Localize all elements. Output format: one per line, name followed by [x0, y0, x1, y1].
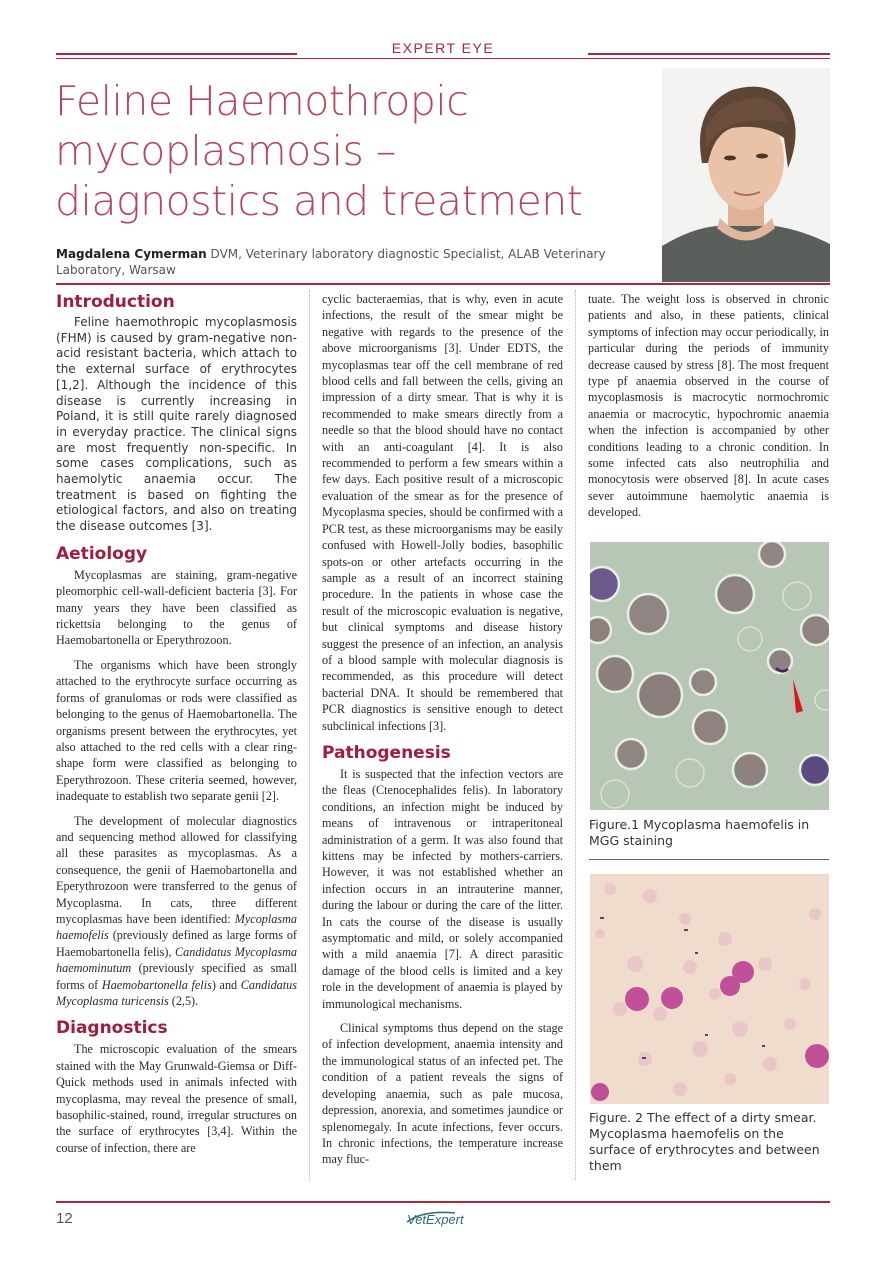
title-line-3: diagnostics and treatment [55, 177, 583, 225]
title-line-2: mycoplasmosis – [55, 127, 396, 175]
footer-rule [56, 1201, 830, 1203]
figure-1-caption: Figure.1 Mycoplasma haemofelis in MGG staining [589, 817, 810, 848]
species-name: Mycoplasma haemofelis [56, 911, 297, 943]
column-divider [309, 290, 310, 1180]
content-top-rule [56, 283, 830, 285]
text-span: (previously specified as small forms of [56, 961, 297, 992]
column-3 [588, 291, 829, 529]
column-1 [56, 291, 297, 1164]
text-span: The development of molecular diagnostics and sequencing method allowed for classifying all these parasites as mycoplasmas. As a consequence, the genii of Haemobartonella and Eperythrozoon were transferred to the genus of Mycoplasma. In cats, three different mycoplasmas have been identified: [56, 813, 297, 926]
introduction-paragraph: Feline haemothropic mycoplasmosis (FHM) is caused by gram-negative non-acid resistant bacteria, which attach to the external surface of erythrocytes [1,2]. Although the incidence of this disease is currently increasing in Poland, it is still quite rarely diagnosed in everyday practice. The clinical signs are most frequently non-specific. In some cases complications, such as haemolytic anaemia occur. The treatment is based on fighting the etiological factors, and also on treating the disease outcomes [3]. [56, 315, 297, 534]
heading-introduction: Introduction [56, 292, 175, 312]
author-name: Magdalena Cymerman [56, 247, 207, 261]
aetiology-paragraph-2: The organisms which have been strongly attached to the erythrocyte surface occurring as forms of granulomas or rods were classified as belonging to the genus of Haemobartonella. The organisms present between the erythrocytes, yet also attached to the red cells with a clear ring-shape form were classified as belonging to Eperythrozoon. These criteria seemed, however, inadequate to establish two separate genii [2]. [56, 657, 297, 804]
pathogenesis-paragraph-2: Clinical symptoms thus depend on the stage of infection development, anaemia intensity and the immunological status of an infected pet. The condition of a patient reveals the signs of developing anaemia, such as pale mucosa, depression, anorexia, and sometimes jaundice or splenomegaly. In acute infections, fever occurs. In chronic infections, the temperature increase may fluc- [322, 1021, 563, 1167]
pathogenesis-paragraph-1: It is suspected that the infection vectors are the fleas (Ctenocephalides felis). In laboratory conditions, an infection might be induced by means of intravenous or intraperitoneal administration of a germ. It was also found that kittens may be infected by mothers-carriers. However, it was not established whether an infection occurs in an intrauterine manner, during the labour or during the care of the litter. In cats the course of the disease is usually asymptomatic and mild, or solely accompanied with a mild anaemia [7]. A direct parasitic damage of the blood cells is limited and a key role in the development of anaemia is played by immunological mechanisms. [322, 766, 563, 1011]
text-span: ) and [211, 977, 241, 992]
figure-1-image [590, 542, 829, 810]
figure-2-caption: Figure. 2 The effect of a dirty smear. Mycoplasma haemofelis on the surface of erythrocytes and between them [589, 1110, 820, 1173]
aetiology-paragraph-1: Mycoplasmas are staining, gram-negative pleomorphic cell-wall-deficient bacteria [3]. For many years they have been classified as rickettsia belonging to the genus of Haemobartonella or Eperythrozoon. [56, 567, 297, 648]
pathogenesis-paragraph-continued: tuate. The weight loss is observed in chronic patients and also, in these patients, clinical symptoms of infection may occur periodically, in particular during the periods of immunity decrease caused by stress [8]. The most frequent type pf anaemia observed in the course of mycoplasmosis is macrocytic normochromic anaemia or macrocytic, hypochromic anaemia when the infection is accompanied by other conditions leading to a chronic condition. In some infected cats also neutrophilia and monocytosis were observed [8]. In acute cases sever autoimmune haemolytic anaemia is developed. [588, 292, 829, 520]
section-label: EXPERT EYE [391, 40, 495, 56]
column-divider [575, 290, 576, 1180]
blood-smear-mgg-micrograph [590, 542, 829, 810]
dirty-smear-micrograph [590, 874, 829, 1104]
species-name: Candidatus Mycoplasma turicensis [56, 977, 297, 1008]
vetexpert-logo [403, 1208, 483, 1232]
author-affiliation: DVM, Veterinary laboratory diagnostic Specialist, ALAB Veterinary Laboratory, Warsaw [56, 247, 606, 277]
heading-pathogenesis: Pathogenesis [322, 742, 451, 763]
page-number: 12 [56, 1210, 73, 1227]
diagnostics-paragraph-1: The microscopic evaluation of the smears stained with the May Grunwald-Giemsa or Diff-Quick methods used in animals infected with mycoplasma, may reveal the presence of small, basophilic-stained, round, irregular structures on the surface of erythrocytes [3,4]. Within the course of infection, there are [56, 1042, 297, 1155]
figure-2-image [590, 874, 829, 1104]
section-header [56, 40, 830, 62]
heading-diagnostics: Diagnostics [56, 1018, 168, 1039]
text-span: (2,5). [168, 994, 199, 1008]
species-name: Candidatus Mycoplasma haemominutum [56, 944, 297, 976]
header-rule-full [56, 58, 830, 59]
aetiology-paragraph-3 [56, 813, 297, 1010]
heading-aetiology: Aetiology [56, 543, 148, 564]
text-span: (previously defined as large forms of Haemobartonella felis), [56, 928, 297, 959]
title-line-1: Feline Haemothropic [55, 77, 469, 125]
caption-rule [589, 859, 829, 860]
article-title [55, 76, 655, 226]
column-2 [322, 291, 563, 1176]
species-name: Haemobartonella felis [101, 977, 212, 992]
author-byline [56, 246, 636, 278]
author-portrait-image [662, 68, 830, 282]
logo-text: VetExpert [407, 1212, 464, 1227]
author-photo [662, 68, 830, 282]
diagnostics-paragraph-continued: cyclic bacteraemias, that is why, even in acute infections, the result of the smear might be negative with regards to the presence of the above microorganisms [3]. Under EDTS, the mycoplasmas tear off the cell membrane of red blood cells and fall between the cells, giving an impression of a dirty smear. That is why it is recommended to make smears directly from a needle so that the blood should have no contact with an anti-coagulant [4]. It is also recommended to perform a few smears within a few days. Each positive result of a microscopic evaluation of the smear as for the presence of Mycoplasma species, should be confirmed with a PCR test, as these microorganisms may be easily confused with Howell-Jolly bodies, basophilic spots-on or other artefacts occurring in the sample as a result of an incorrect staining procedure. In the patients in whose case the result of the microscopic evaluation is negative, but clinical symptoms and disease history suggest the presence of an infection, an analysis of a blood sample with molecular diagnosis is recommended, as this procedure will detect bacterial DNA. It should be remembered that PCR diagnostics is sensitive enough to detect subclinical infections [3]. [322, 292, 563, 733]
